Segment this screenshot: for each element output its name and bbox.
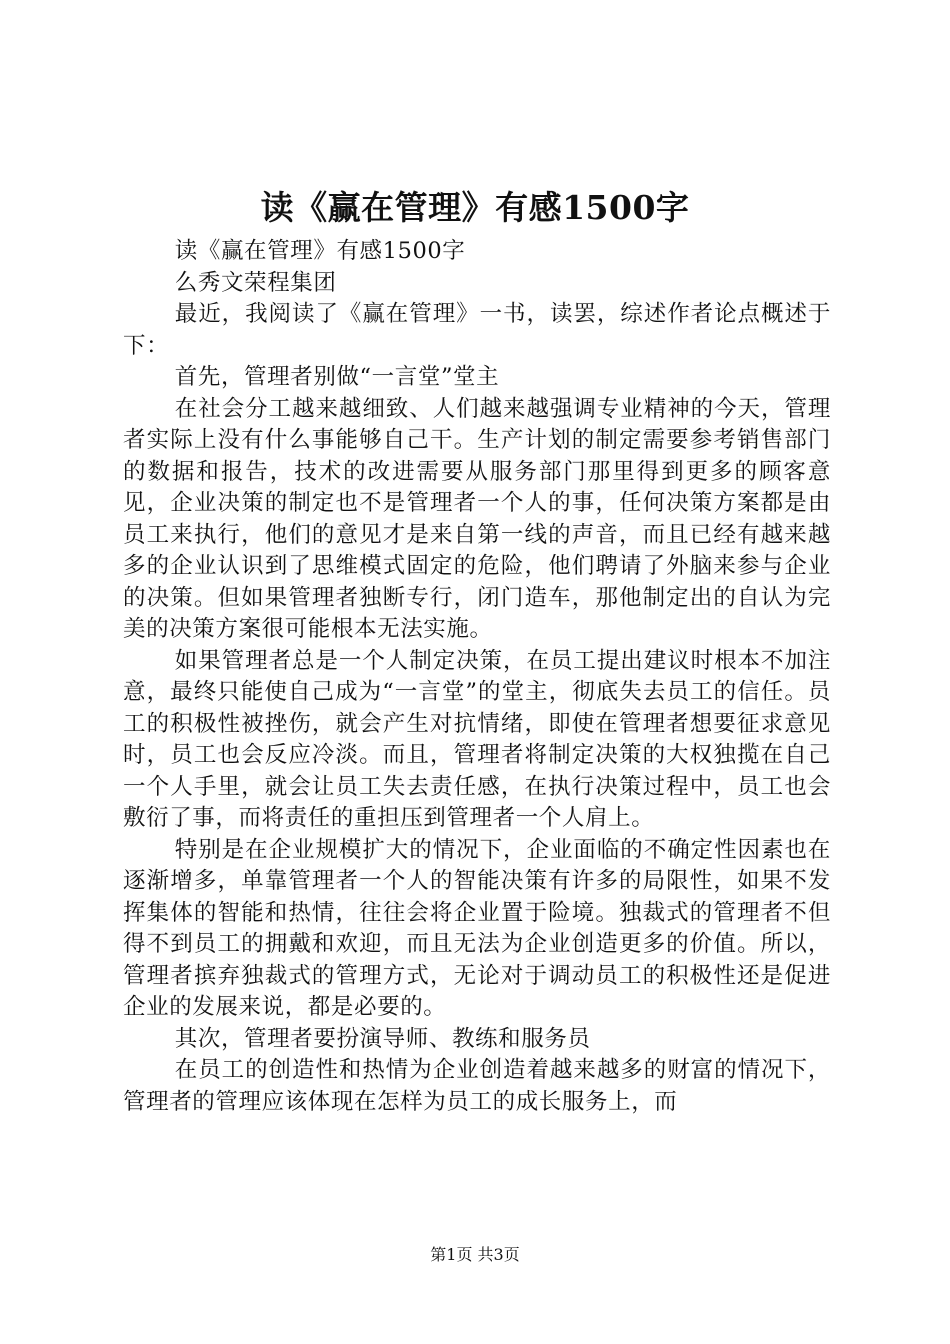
paragraph: 在社会分工越来越细致、人们越来越强调专业精神的今天，管理者实际上没有什么事能够自己干。生产计划的制定需要参考销售部门的数据和报告，技术的改进需要从服务部门那里得到更多的顾客意见，企业决策的制定也不是管理者一个人的事，任何决策方案都是由员工来执行，他们的意见才是来自第一线的声音，而且已经有越来越多的企业认识到了思维模式固定的危险，他们聘请了外脑来参与企业的决策。但如果管理者独断专行，闭门造车，那他制定出的自认为完美的决策方案很可能根本无法实施。 (123, 395, 831, 642)
document-title: 读《赢在管理》有感1500字 (260, 188, 690, 227)
section-heading-2: 其次，管理者要扮演导师、教练和服务员 (174, 1025, 591, 1052)
paragraph-subtitle: 读《赢在管理》有感1500字 (174, 238, 466, 264)
paragraph: 如果管理者总是一个人制定决策，在员工提出建议时根本不加注意，最终只能使自己成为“一言堂”的堂主，彻底失去员工的信任。员工的积极性被挫伤，就会产生对抗情绪，即使在管理者想要征求意见时，员工也会反应冷淡。而且，管理者将制定决策的大权独揽在自己一个人手里，就会让员工失去责任感，在执行决策过程中，员工也会敷衍了事，而将责任的重担压到管理者一个人肩上。 (123, 647, 831, 831)
paragraph-intro: 最近，我阅读了《赢在管理》一书，读罢，综述作者论点概述于下： (123, 301, 831, 359)
page-footer: 第1页 共3页 (430, 1245, 520, 1264)
paragraph-author: 么秀文荣程集团 (174, 269, 337, 296)
paragraph: 特别是在企业规模扩大的情况下，企业面临的不确定性因素也在逐渐增多，单靠管理者一个人的智能决策有许多的局限性，如果不发挥集体的智能和热情，往往会将企业置于险境。独裁式的管理者不但得不到员工的拥戴和欢迎，而且无法为企业创造更多的价值。所以，管理者摈弃独裁式的管理方式，无论对于调动员工的积极性还是促进企业的发展来说，都是必要的。 (123, 836, 831, 1020)
paragraph: 在员工的创造性和热情为企业创造着越来越多的财富的情况下，管理者的管理应该体现在怎样为员工的成长服务上，而 (123, 1057, 831, 1115)
document-body (123, 236, 831, 1118)
section-heading-1: 首先，管理者别做“一言堂”堂主 (174, 364, 500, 390)
